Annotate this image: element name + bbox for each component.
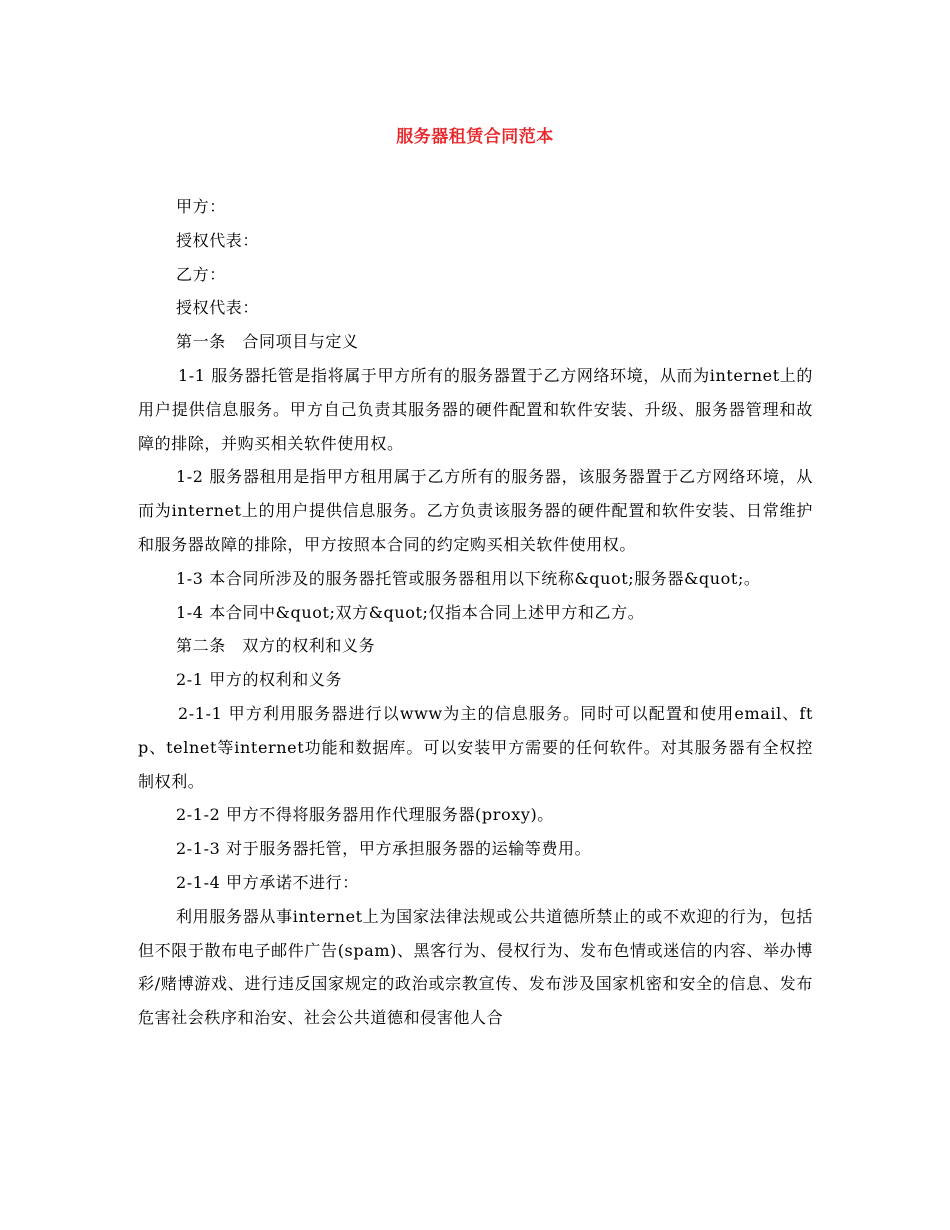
clause-1-3: 1-3 本合同所涉及的服务器托管或服务器租用以下统称&quot;服务器&quot;。 (176, 568, 761, 588)
clause-1-4: 1-4 本合同中&quot;双方&quot;仅指本合同上述甲方和乙方。 (176, 602, 645, 622)
clause-1-1: 1-1 服务器托管是指将属于甲方所有的服务器置于乙方网络环境，从而为internet上的用户提供信息服务。甲方自己负责其服务器的硬件配置和软件安装、升级、服务器管理和故障的排除，并购买相关软件使用权。 (138, 365, 813, 453)
clause-2-1-2: 2-1-2 甲方不得将服务器用作代理服务器(proxy)。 (176, 805, 554, 825)
document-body (138, 190, 813, 1035)
clause-2-1-1: 2-1-1 甲方利用服务器进行以www为主的信息服务。同时可以配置和使用email、ftp、telnet等internet功能和数据库。可以安装甲方需要的任何软件。对其服务器有全权控制权利。 (138, 703, 813, 791)
clause-2-1-4: 2-1-4 甲方承诺不进行： (176, 872, 359, 892)
clause-2-1: 2-1 甲方的权利和义务 (176, 670, 343, 690)
article-2-heading: 第二条 双方的权利和义务 (176, 636, 376, 656)
party-b-representative-line: 授权代表： (176, 298, 260, 318)
party-a-line: 甲方： (176, 197, 226, 216)
clause-2-1-3: 2-1-3 对于服务器托管，甲方承担服务器的运输等费用。 (176, 839, 592, 859)
party-a-representative-line: 授权代表： (176, 230, 260, 250)
clause-2-1-4-detail: 利用服务器从事internet上为国家法律法规或公共道德所禁止的或不欢迎的行为，包括但不限于散布电子邮件广告(spam)、黑客行为、侵权行为、发布色情或迷信的内容、举办博彩/赌博游戏、进行违反国家规定的政治或宗教宣传、发布涉及国家机密和安全的信息、发布危害社会秩序和治安、社会公共道德和侵害他人合 (138, 906, 813, 1028)
document-title: 服务器租赁合同范本 (396, 127, 554, 147)
article-1-heading: 第一条 合同项目与定义 (176, 332, 359, 352)
party-b-line: 乙方： (176, 264, 226, 284)
clause-1-2: 1-2 服务器租用是指甲方租用属于乙方所有的服务器，该服务器置于乙方网络环境，从而为internet上的用户提供信息服务。乙方负责该服务器的硬件配置和软件安装、日常维护和服务器故障的排除，甲方按照本合同的约定购买相关软件使用权。 (138, 467, 813, 554)
